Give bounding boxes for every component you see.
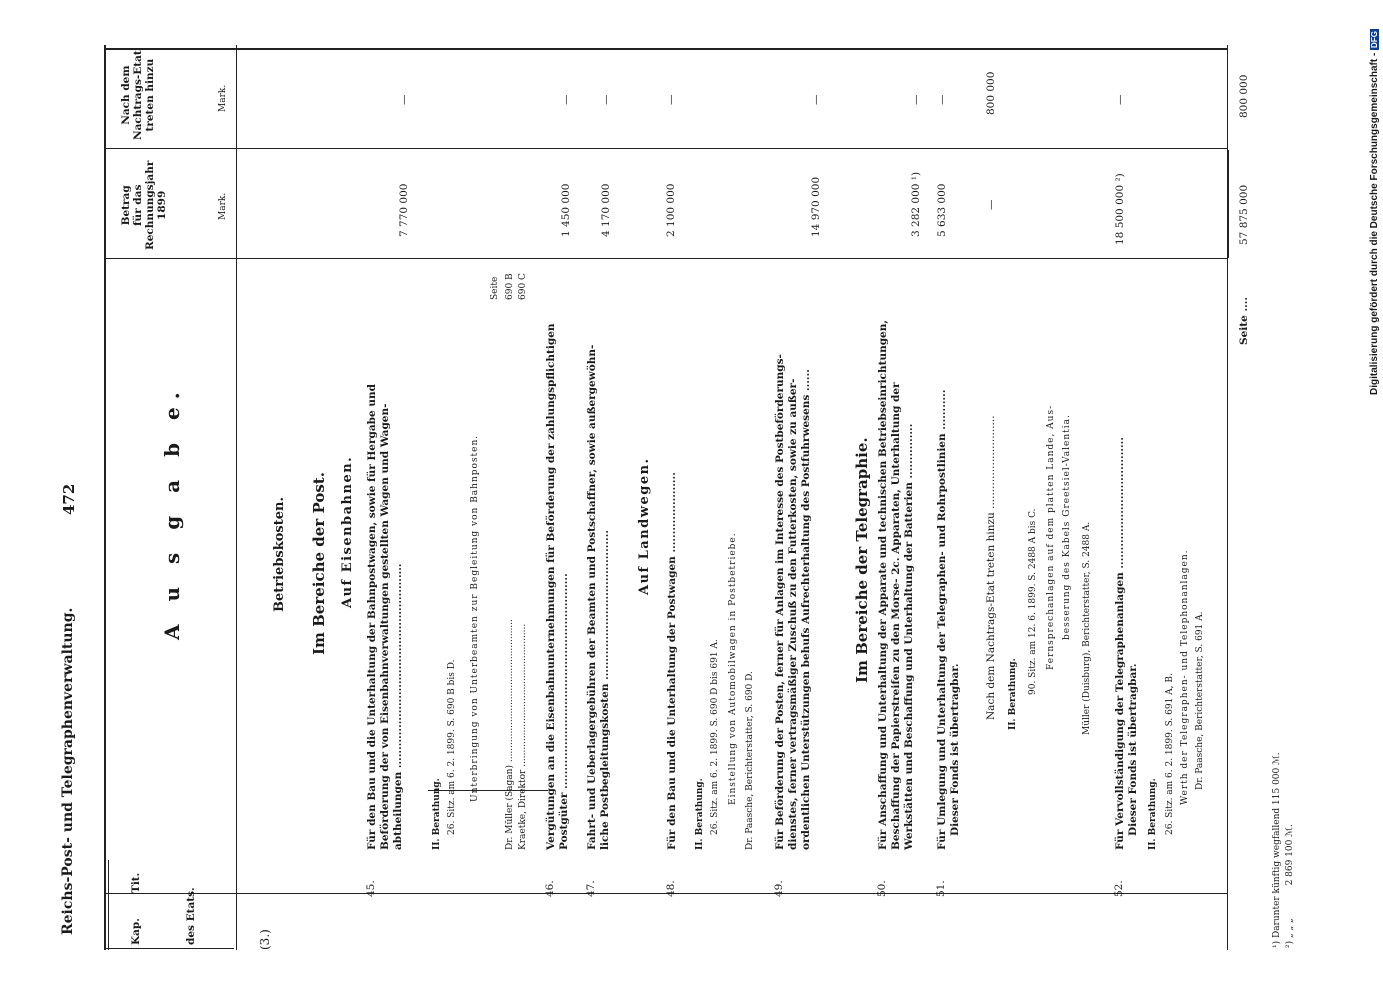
rule-nach-col (104, 148, 1227, 149)
note51-line4: Müller (Duisburg), Berichterstatter, S. 2488 A. (1082, 521, 1092, 735)
total-betrag: 57 875 000 (1238, 184, 1250, 245)
betrag-47: 4 170 000 (600, 183, 612, 237)
betrag-49: 14 970 000 (810, 176, 822, 237)
nach-50: — (910, 94, 922, 105)
note48-line2: Einstellung von Automobilwagen in Postbetriebe. (728, 532, 738, 805)
tit-text: Tit. (130, 872, 142, 893)
note51-title: II. Berathung. (1008, 658, 1018, 730)
item-51-text: Für Umlegung und Unterhaltung der Telegraphen- und Rohrpostlinien ........... Dieser Fonds ist übertragbar. (936, 389, 962, 850)
note51-line1: 90. Sitz. am 12. 6. 1899. S. 2488 A bis C. (1028, 508, 1038, 695)
nachtrag-betrag: — (985, 199, 997, 210)
item-47-text: Fahrt- und Ueberlagergebühren der Beamten und Postschaffner, sowie außergewöhn- liche Postbegleitungskosten ......................................... (586, 344, 612, 850)
tit-51: 51. (935, 880, 947, 897)
betrag-46: 1 450 000 (560, 183, 572, 237)
title-text: A u s g a b e. (160, 384, 184, 640)
nach-45: — (398, 94, 410, 105)
note45-title: II. Berathung. (432, 778, 442, 850)
tit-46: 46. (544, 880, 556, 897)
tit-48: 48. (665, 880, 677, 897)
betrag-header-text: Betrag für das Rechnungsjahr 1899 (120, 160, 169, 250)
note48-line1: 26. Sitz. am 6. 2. 1899. S. 690 D bis 691 A. (710, 639, 720, 835)
landwegen-heading-text: Auf Landwegen. (637, 457, 652, 595)
total-rule (1227, 150, 1229, 258)
note51-line3: besserung des Kabels Greetsiel-Valentia. (1062, 414, 1072, 640)
nach-47: — (600, 94, 612, 105)
item-50-text: Für Anschaffung und Unterhaltung der Apparate und technischen Betriebseinrichtungen, Beschaffung der Papierstreifen zu den Morse- 2c. Apparaten, Unterhaltung der Werkstätten und Beschaffung und Unterhaltung der Batterien ............... (877, 319, 916, 850)
note45-r2-page: 690 C (518, 273, 528, 300)
rule-header (104, 45, 106, 950)
note45-seite: Seite (490, 276, 500, 300)
total-nach: 800 000 (1238, 74, 1250, 118)
running-title-text: Reichs-Post- und Telegraphenverwaltung. (60, 607, 76, 935)
telegraphie-heading-text: Im Bereiche der Telegraphie. (853, 437, 871, 683)
item-48-text: Für den Bau und die Unterhaltung der Postwagen ...................... (666, 472, 678, 850)
tit-52: 52. (1113, 880, 1125, 897)
nachtrag-nach: 800 000 (985, 71, 997, 115)
subtitle-text: Betriebskosten. (272, 497, 287, 612)
rule-right-edge (104, 48, 1227, 50)
rule-subheader (236, 45, 237, 950)
item-46-text: Vergütungen an die Eisenbahnunternehmungen für Beförderung der zahlungspflichtigen Postgüter ........................................................... (545, 323, 571, 850)
nach-49: — (810, 94, 822, 105)
betrag-48: 2 100 000 (665, 183, 677, 237)
post-heading-text: Im Bereiche der Post. (310, 472, 328, 655)
note52-title: II. Berathung. (1148, 778, 1158, 850)
item-52-text: Für Vervollständigung der Telegraphenanlagen .................................... Dieser Fonds ist übertragbar. (1114, 437, 1140, 850)
kap-text: Kap. (130, 918, 142, 945)
betrag-unit: Mark. (218, 192, 228, 220)
kap-number-text: (3.) (258, 929, 272, 950)
betrag-45: 7 770 000 (398, 183, 410, 237)
rule-betrag-col (104, 258, 1227, 259)
tit-50: 50. (876, 880, 888, 897)
betrag-52: 18 500 000 ²) (1114, 173, 1126, 245)
eisenbahnen-heading-text: Auf Eisenbahnen. (340, 455, 355, 608)
rule-tit-col (104, 948, 234, 949)
note52-line1: 26. Sitz. am 6. 2. 1899. S. 691 A, B. (1165, 673, 1175, 835)
nach-48: — (665, 94, 677, 105)
credit-text: Digitalisierung gefördert durch die Deutsche Forschungsgemeinschaft - DFG (1369, 31, 1380, 395)
note45-line1: 26. Sitz. am 6. 2. 1899. S. 690 B bis D. (447, 659, 457, 835)
tit-49: 49. (773, 880, 785, 897)
tit-45: 45. (365, 880, 377, 897)
dfg-badge: DFG (1370, 31, 1379, 48)
total-label: Seite .... (1238, 296, 1250, 345)
tit-47: 47. (585, 880, 597, 897)
page-number-text: 472 (60, 483, 78, 515)
nach-52: — (1114, 94, 1126, 105)
note51-line2: Fernsprechanlagen auf dem platten Lande, Aus- (1046, 404, 1056, 670)
nach-header-text: Nach dem Nachtrags-Etat treten hinzu (120, 50, 157, 140)
footnote-2-text: ²) „ „ „ 2 869 100 ℳ. (1285, 824, 1295, 948)
nach-51: — (936, 94, 948, 105)
item-45-text: Für den Bau und die Unterhaltung der Bahnpostwagen, sowie für Hergabe und Beförderung der von Eisenbahnverwaltungen gestellten Wagen und Wagen- abtheilungen ........................................................ (366, 384, 405, 850)
note52-line3: Dr. Paasche, Berichterstatter, S. 691 A. (1195, 611, 1205, 790)
nach-unit: Mark. (218, 84, 228, 112)
nachtrag-text: Nach dem Nachtrags-Etat treten hinzu ............................ (985, 415, 997, 720)
note45-line2: Unterbringung von Unterbeamten zur Begleitung von Bahnposten. (470, 434, 480, 802)
note48-line3: Dr. Paasche, Berichterstatter, S. 690 D. (745, 671, 755, 850)
note45-r2-name: Kraetke, Direktor .................................................. (518, 623, 528, 850)
nach-46: — (560, 94, 572, 105)
betrag-50: 3 282 000 ¹) (910, 171, 922, 237)
footnote-1-text: ¹) Darunter künftig wegfallend 115 000 ℳ. (1272, 752, 1282, 948)
rule-tit (108, 860, 109, 950)
item-49-text: Für Beförderung der Posten, ferner für Anlagen im Interesse des Postbeförderungs- dienstes, ferner vertragsmäßiger Zuschuß zu den Futterkosten, sowie zu außer- ordentlichen Unterstützungen behufs Aufrechterhaltung des Postfuhrwesens ...... (774, 354, 813, 850)
note48-title: II. Berathung. (695, 778, 705, 850)
des-etats-text: des Etats. (185, 887, 197, 945)
note45-r1-page: 690 B (505, 273, 515, 300)
betrag-51: 5 633 000 (936, 183, 948, 237)
note45-r1-name: Dr. Müller (Sagan) .................................................. (505, 619, 515, 850)
note52-line2: Werth der Telegraphen- und Telephonanlagen. (1180, 549, 1190, 805)
